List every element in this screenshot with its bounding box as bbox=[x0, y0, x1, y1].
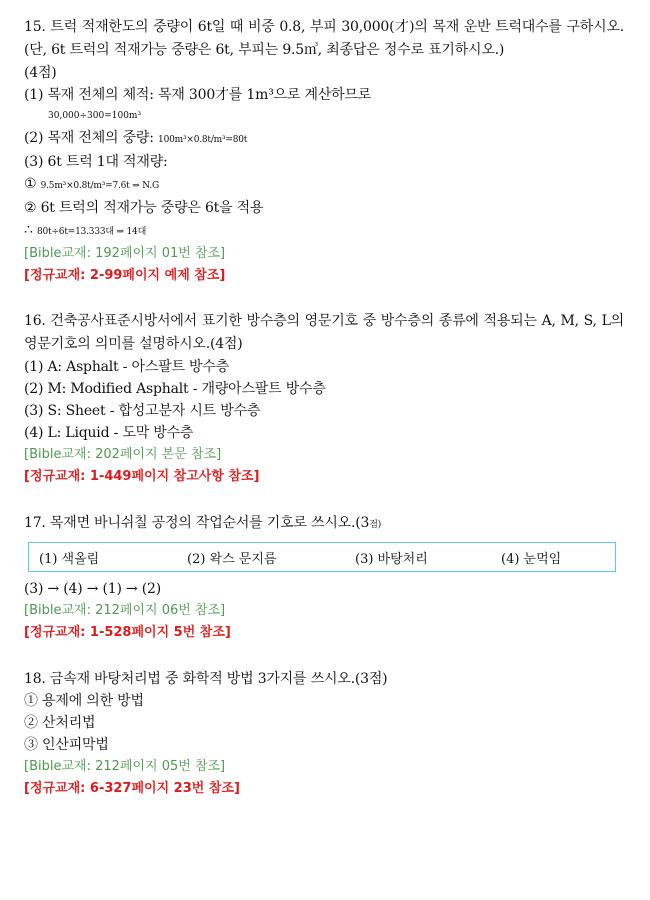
list-item: (2) M: Modified Asphalt - 개량아스팔트 방수층 bbox=[24, 381, 326, 397]
q15-standard-ref: [정규교재: 2-99페이지 예제 참조] bbox=[24, 268, 226, 283]
q15-step2-calc: 100m³×0.8t/m³=80t bbox=[158, 135, 248, 145]
list-item: (1) A: Asphalt - 아스팔트 방수층 bbox=[24, 359, 230, 375]
q15-therefore-mark: ∴ bbox=[24, 222, 33, 238]
q16-title: 16. 건축공사표준시방서에서 표기한 방수층의 영문기호 중 방수층의 종류에 적용되는 A, M, S, L의 영문기호의 의미를 설명하시오.(4점) bbox=[24, 313, 624, 352]
q18-standard-ref: [정규교재: 6-327페이지 23번 참조] bbox=[24, 781, 240, 796]
q17-option-2: (2) 왁스 문지름 bbox=[187, 551, 277, 567]
q15-step3: (3) 6t 트럭 1대 적재량: bbox=[24, 154, 168, 170]
q17-options-box bbox=[28, 542, 616, 572]
q17-option-3: (3) 바탕처리 bbox=[355, 551, 428, 567]
question-18 bbox=[24, 668, 624, 800]
q16-bible-ref: [Bible교재: 202페이지 본문 참조] bbox=[24, 447, 222, 462]
question-15 bbox=[24, 16, 624, 287]
q15-option1 bbox=[24, 173, 624, 197]
q17-bible-ref: [Bible교재: 212페이지 06번 참조] bbox=[24, 603, 226, 618]
q15-option1-calc: 9.5m³×0.8t/m³=7.6t ⇒ N.G bbox=[40, 181, 160, 191]
q15-step1: (1) 목재 전체의 체적: 목재 300才를 1m³으로 계산하므로 bbox=[24, 87, 372, 103]
question-17 bbox=[24, 512, 624, 644]
q18-bible-ref: [Bible교재: 212페이지 05번 참조] bbox=[24, 759, 226, 774]
q16-standard-ref: [정규교재: 1-449페이지 참고사항 참조] bbox=[24, 469, 260, 484]
q17-option-4: (4) 눈먹임 bbox=[501, 551, 562, 567]
list-item: ① 용제에 의한 방법 bbox=[24, 693, 144, 709]
list-item: (3) S: Sheet - 합성고분자 시트 방수층 bbox=[24, 403, 261, 419]
list-item: ③ 인산피막법 bbox=[24, 737, 109, 753]
q15-bible-ref: [Bible교재: 192페이지 01번 참조] bbox=[24, 246, 226, 261]
q15-step2 bbox=[24, 127, 624, 151]
q17-title-text: 17. 목재면 바니쉬칠 공정의 작업순서를 기호로 쓰시오.(3 bbox=[24, 515, 370, 531]
q17-standard-ref: [정규교재: 1-528페이지 5번 참조] bbox=[24, 625, 231, 640]
q18-title: 18. 금속재 바탕처리법 중 화학적 방법 3가지를 쓰시오.(3점) bbox=[24, 671, 388, 687]
q17-title bbox=[24, 512, 624, 536]
q15-points: (4점) bbox=[24, 65, 57, 81]
q15-step2-label: (2) 목재 전체의 중량: bbox=[24, 130, 154, 146]
q15-therefore bbox=[24, 219, 624, 243]
q15-option1-mark: ① bbox=[24, 176, 37, 192]
q15-therefore-calc: 80t÷6t=13.333대 ⇒ 14대 bbox=[36, 227, 147, 237]
question-16 bbox=[24, 310, 624, 488]
q15-title: 15. 트럭 적재한도의 중량이 6t일 때 비중 0.8, 부피 30,000(才)의 목재 운반 트럭대수를 구하시오. (단, 6t 트럭의 적재가능 중량은 6t, 부피는 9.5㎥, 최종답은 정수로 표기하시오.) bbox=[24, 19, 624, 58]
q17-points: 점) bbox=[369, 520, 382, 530]
q17-answer: (3) → (4) → (1) → (2) bbox=[24, 581, 162, 597]
list-item: ② 산처리법 bbox=[24, 715, 96, 731]
q17-option-1: (1) 색올림 bbox=[39, 551, 100, 567]
q15-calc1: 30,000÷300=100m³ bbox=[48, 111, 142, 121]
list-item: (4) L: Liquid - 도막 방수층 bbox=[24, 425, 194, 441]
q15-option2: ② 6t 트럭의 적재가능 중량은 6t을 적용 bbox=[24, 200, 264, 216]
